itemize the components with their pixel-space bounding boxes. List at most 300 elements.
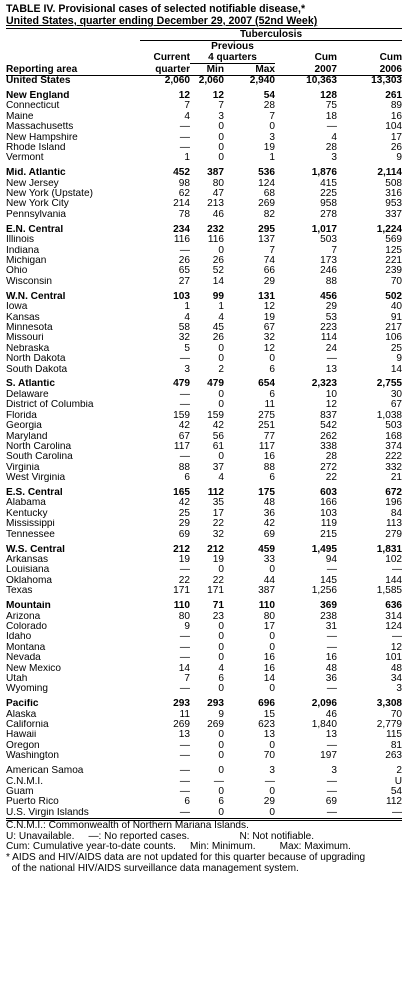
min-cell: 47 <box>212 189 224 200</box>
cum-2007-cell: — <box>326 632 337 643</box>
max-cell: 33 <box>263 554 275 565</box>
reporting-area-cell: Delaware <box>6 389 49 400</box>
table-row <box>6 751 402 761</box>
min-cell: 0 <box>190 808 224 819</box>
current-quarter-cell: 5 <box>184 343 190 354</box>
cum-2006-cell: 221 <box>385 256 403 266</box>
table-row <box>6 112 402 122</box>
reporting-area-cell: Mid. Atlantic <box>6 168 66 179</box>
cum-2006-cell: 1,831 <box>376 544 403 555</box>
reporting-area-cell: Illinois <box>6 235 35 246</box>
reporting-area-cell: Virginia <box>6 462 40 473</box>
current-quarter-cell: — <box>179 766 190 777</box>
reporting-area-cell: Idaho <box>6 632 32 643</box>
cum-2006-cell: 25 <box>390 343 403 354</box>
table-row <box>6 797 402 807</box>
current-quarter-cell: 116 <box>173 235 190 246</box>
cum-2006-cell: 104 <box>385 122 403 133</box>
cum-2006-cell: 9 <box>396 354 403 365</box>
current-quarter-cell: 159 <box>173 410 190 421</box>
cum-2006-cell: 2,755 <box>376 379 403 390</box>
max-header: Max <box>224 64 275 76</box>
table-row <box>6 643 402 653</box>
current-quarter-cell: — <box>179 132 190 143</box>
reporting-area-cell: Kentucky <box>6 508 48 519</box>
current-quarter-cell: 1 <box>184 302 190 313</box>
cum-2007-cell: 13 <box>325 364 337 375</box>
max-cell: 131 <box>258 291 275 302</box>
table-row <box>6 586 402 596</box>
document-page <box>6 0 408 874</box>
max-cell: 68 <box>263 189 275 200</box>
max-cell: 42 <box>263 519 275 530</box>
min-cell: 0 <box>218 343 224 354</box>
reporting-area-cell: South Carolina <box>6 452 73 463</box>
min-cell: — <box>213 776 224 787</box>
max-cell: 3 <box>269 132 275 143</box>
table-row <box>6 168 402 178</box>
max-cell: 295 <box>258 224 275 235</box>
cum-2006-cell: 9 <box>396 153 403 164</box>
table-row <box>6 488 402 498</box>
reporting-area-cell: Washington <box>6 751 59 762</box>
reporting-area-cell: Connecticut <box>6 101 60 112</box>
max-cell: 110 <box>258 601 275 612</box>
current-quarter-cell: 234 <box>173 224 190 235</box>
reporting-area-cell: New York (Upstate) <box>6 189 93 200</box>
reporting-area-cell: Montana <box>6 642 46 653</box>
cum-2007-cell: 415 <box>320 178 337 189</box>
cum-2007-cell: 542 <box>320 421 337 432</box>
cum-2007-cell: 69 <box>325 797 337 808</box>
min-cell: 35 <box>212 498 224 509</box>
reporting-area-cell: New England <box>6 90 70 101</box>
cum-2007-cell: 2,323 <box>311 379 337 390</box>
max-cell: 14 <box>263 673 275 684</box>
cum-2006-cell: 106 <box>385 333 403 344</box>
min-cell: 269 <box>207 720 224 731</box>
table-row <box>6 277 402 287</box>
table-row <box>6 302 402 312</box>
min-cell: 0 <box>218 751 224 762</box>
max-cell: 80 <box>263 611 275 622</box>
current-quarter-cell: 88 <box>178 462 190 473</box>
cum-2006-cell: 1,224 <box>376 224 403 235</box>
table-row <box>6 246 402 256</box>
current-quarter-cell: 269 <box>173 720 190 731</box>
cum-2007-cell: 837 <box>320 410 337 421</box>
max-cell: 88 <box>263 462 275 473</box>
cum-2007-cell: 10 <box>325 389 337 400</box>
current-quarter-cell: — <box>140 808 190 819</box>
cum-2006-cell: 112 <box>385 797 403 808</box>
max-cell: 67 <box>263 322 275 333</box>
four-quarters-header: 4 quarters <box>190 52 275 64</box>
current-quarter-cell: 6 <box>184 797 190 808</box>
cum-2006-cell: 67 <box>390 400 403 411</box>
current-quarter-cell: 14 <box>178 663 190 674</box>
current-quarter-cell: — <box>179 389 190 400</box>
cum-2006-header-line-2: 2006 <box>337 64 402 76</box>
min-cell: 0 <box>218 766 224 777</box>
max-cell: 0 <box>269 642 275 653</box>
cum-2007-cell: 278 <box>320 209 337 220</box>
cum-2006-cell: 636 <box>385 601 403 612</box>
cum-2006-cell: 54 <box>390 787 403 797</box>
cum-2007-cell: 24 <box>325 343 337 354</box>
cum-2007-header-line-2: 2007 <box>275 64 337 76</box>
max-cell: 74 <box>263 256 275 266</box>
cum-2006-cell: 89 <box>390 101 403 112</box>
current-quarter-cell: 58 <box>178 322 190 333</box>
cum-2007-cell: 28 <box>325 452 337 463</box>
cum-2007-cell: 36 <box>325 673 337 684</box>
cum-2006-cell: — <box>391 632 403 643</box>
max-cell: 15 <box>263 709 275 720</box>
cum-2007-cell: 128 <box>320 90 337 101</box>
reporting-area-cell: Vermont <box>6 153 44 164</box>
max-cell: 77 <box>263 431 275 442</box>
min-cell: 61 <box>212 441 224 452</box>
current-quarter-cell: 4 <box>184 312 190 323</box>
cum-2007-cell: 246 <box>320 266 337 277</box>
cum-2006-cell: 70 <box>390 709 403 720</box>
tuberculosis-table <box>6 28 402 819</box>
reporting-area-cell: Mississippi <box>6 519 55 530</box>
table-row <box>6 266 402 276</box>
max-cell: 19 <box>263 312 275 323</box>
cum-2006-cell: 102 <box>385 554 403 565</box>
max-cell: 623 <box>258 720 275 731</box>
max-cell: 6 <box>269 473 275 484</box>
min-cell: 1 <box>218 302 224 313</box>
reporting-area-cell: Hawaii <box>6 730 37 741</box>
reporting-area-cell: South Dakota <box>6 364 68 375</box>
cum-2006-cell: 70 <box>390 276 403 287</box>
max-cell: 0 <box>269 565 275 576</box>
reporting-area-cell: Alabama <box>6 498 46 509</box>
min-cell: 0 <box>218 642 224 653</box>
reporting-area-cell: Wyoming <box>6 684 48 695</box>
cum-2006-cell: 101 <box>385 653 403 664</box>
reporting-area-cell: Pacific <box>6 699 39 710</box>
min-cell: 4 <box>218 663 224 674</box>
table-row <box>6 143 402 153</box>
table-row <box>6 235 402 245</box>
reporting-area-cell: Massachusetts <box>6 122 74 133</box>
reporting-area-cell: E.S. Central <box>6 488 63 499</box>
min-cell: 212 <box>207 544 224 555</box>
cum-2007-cell: 225 <box>320 189 337 200</box>
cum-2007-cell: 114 <box>320 333 337 344</box>
min-cell: 42 <box>212 421 224 432</box>
current-quarter-cell: 69 <box>178 529 190 540</box>
current-quarter-cell: 22 <box>178 575 190 586</box>
max-cell: 654 <box>258 379 275 390</box>
reporting-area-cell: Guam <box>6 787 34 797</box>
reporting-area-cell: Utah <box>6 673 28 684</box>
table-row <box>6 601 402 611</box>
min-cell: 2,060 <box>198 75 224 86</box>
max-cell: 251 <box>258 421 275 432</box>
cum-2007-cell: 238 <box>320 611 337 622</box>
min-cell: 0 <box>218 730 224 741</box>
cum-2007-cell: 166 <box>320 498 337 509</box>
table-row <box>6 313 402 323</box>
cum-2006-cell: 2,779 <box>376 720 403 731</box>
footnote-cnmi: C.N.M.I.: Commonwealth of Northern Mariana Islands. <box>6 820 249 832</box>
cum-2007-cell: 369 <box>320 601 337 612</box>
max-cell: 70 <box>263 751 275 762</box>
footnote-not-notifiable: N: Not notifiable. <box>239 830 315 842</box>
current-quarter-cell: 29 <box>178 519 190 530</box>
current-quarter-cell: 7 <box>184 101 190 112</box>
current-header-line-1: Current <box>153 52 190 64</box>
current-quarter-cell: 171 <box>173 586 190 597</box>
min-cell: 12 <box>212 90 224 101</box>
min-cell: 0 <box>218 153 224 164</box>
min-cell: 0 <box>218 245 224 256</box>
max-cell: 0 <box>269 354 275 365</box>
reporting-area-cell: Texas <box>6 586 33 597</box>
min-cell: 37 <box>212 462 224 473</box>
min-cell: 80 <box>212 178 224 189</box>
cum-2006-cell: 124 <box>385 621 403 632</box>
max-cell: 11 <box>264 400 275 411</box>
cum-2007-cell: 262 <box>320 431 337 442</box>
max-cell: 6 <box>269 389 275 400</box>
max-cell: 12 <box>263 343 275 354</box>
table-row <box>6 808 402 819</box>
max-cell: 36 <box>263 508 275 519</box>
reporting-area-cell: Missouri <box>6 333 44 344</box>
max-cell: 117 <box>258 441 275 452</box>
max-cell: 16 <box>263 653 275 664</box>
reporting-area-cell: C.N.M.I. <box>6 776 44 787</box>
current-quarter-cell: — <box>179 400 190 411</box>
table-row <box>6 612 402 622</box>
max-cell: 696 <box>258 699 275 710</box>
max-cell: — <box>264 776 275 787</box>
cum-2006-cell: 125 <box>385 245 403 256</box>
reporting-area-cell: Florida <box>6 410 37 421</box>
cum-2007-cell: 1,840 <box>311 720 337 731</box>
cum-2006-cell: 261 <box>385 90 403 101</box>
reporting-area-cell: Pennsylvania <box>6 209 67 220</box>
table-row <box>6 699 402 709</box>
cum-2007-cell: — <box>326 740 337 751</box>
cum-2007-cell: 173 <box>320 256 337 266</box>
cum-2007-cell: 46 <box>325 709 337 720</box>
current-quarter-cell: 1 <box>184 153 190 164</box>
table-row <box>6 199 402 209</box>
table-row <box>6 354 402 364</box>
table-row <box>6 256 402 266</box>
min-cell: 0 <box>218 684 224 695</box>
table-row <box>6 498 402 508</box>
reporting-area-cell: District of Columbia <box>6 400 94 411</box>
cum-2007-cell: — <box>326 122 337 133</box>
reporting-area-cell: Mountain <box>6 601 51 612</box>
min-cell: 17 <box>212 508 224 519</box>
footnote-minimum: Min: Minimum. <box>189 841 256 853</box>
cum-2006-cell: 1,038 <box>376 410 403 421</box>
min-cell: 0 <box>218 452 224 463</box>
cum-2007-cell: 103 <box>320 508 337 519</box>
table-row <box>6 519 402 529</box>
current-quarter-cell: 27 <box>178 276 190 287</box>
max-cell: 16 <box>263 663 275 674</box>
max-cell: 387 <box>258 586 275 597</box>
table-title-line-2: United States, quarter ending December 29, 2007 (52nd Week) <box>6 15 318 27</box>
min-cell: 0 <box>218 740 224 751</box>
cum-2006-cell: 374 <box>385 441 403 452</box>
max-cell: 69 <box>263 529 275 540</box>
table-row <box>6 576 402 586</box>
min-cell: 0 <box>218 400 224 411</box>
current-quarter-cell: — <box>179 751 190 762</box>
table-row <box>6 189 402 199</box>
min-cell: 3 <box>218 111 224 122</box>
current-quarter-cell: 78 <box>178 209 190 220</box>
cum-2006-cell: 196 <box>385 498 403 509</box>
max-cell: 0 <box>269 632 275 643</box>
max-cell: 3 <box>269 766 275 777</box>
current-quarter-cell: 65 <box>178 266 190 277</box>
table-row <box>6 76 402 87</box>
max-cell: 32 <box>263 333 275 344</box>
table-row <box>6 292 402 302</box>
cum-2007-cell: 12 <box>325 400 337 411</box>
table-row <box>6 530 402 540</box>
cum-2007-cell: 3 <box>331 153 337 164</box>
reporting-area-cell: Maine <box>6 111 34 122</box>
table-footnotes <box>6 820 402 874</box>
cum-2007-cell: 29 <box>325 302 337 313</box>
table-row <box>6 133 402 143</box>
reporting-area-header: Reporting area <box>6 64 140 76</box>
table-row <box>6 421 402 431</box>
cum-2006-cell: 48 <box>390 663 403 674</box>
reporting-area-cell: New Mexico <box>6 663 61 674</box>
max-cell: 17 <box>263 621 275 632</box>
max-cell: 459 <box>258 544 275 555</box>
reporting-area-cell: California <box>6 720 49 731</box>
min-cell: 46 <box>212 209 224 220</box>
cum-2007-cell: 10,363 <box>306 75 337 86</box>
current-quarter-cell: — <box>179 740 190 751</box>
min-cell: 387 <box>207 168 224 179</box>
min-cell: 479 <box>207 379 224 390</box>
reporting-area-cell: American Samoa <box>6 766 84 777</box>
min-cell: 213 <box>207 199 224 210</box>
table-row <box>6 179 402 189</box>
max-cell: 13 <box>263 730 275 741</box>
cum-2007-cell: 223 <box>320 322 337 333</box>
cum-2007-cell: — <box>275 808 337 819</box>
footnote-cumulative: Cum: Cumulative year-to-date counts. <box>6 841 176 853</box>
min-cell: 159 <box>207 410 224 421</box>
cum-2007-cell: 958 <box>320 199 337 210</box>
footnote-unavailable: U: Unavailable. <box>6 830 75 842</box>
table-row <box>6 91 402 101</box>
table-row <box>6 210 402 220</box>
cum-2006-cell: 26 <box>390 142 403 153</box>
table-row <box>6 452 402 462</box>
reporting-area-cell: New Hampshire <box>6 132 78 143</box>
current-quarter-cell: 98 <box>178 178 190 189</box>
footnote-aids: * AIDS and HIV/AIDS data are not updated for this quarter because of upgrading <box>6 852 366 863</box>
max-cell: 275 <box>258 410 275 421</box>
cum-2006-cell: 21 <box>390 473 403 484</box>
table-title-line-1: TABLE IV. Provisional cases of selected notifiable disease,* <box>6 3 306 15</box>
cum-2007-cell: 3 <box>331 766 337 777</box>
cum-2007-header-line-1: Cum <box>314 52 337 64</box>
min-cell: 6 <box>218 673 224 684</box>
reporting-area-cell: E.N. Central <box>6 224 64 235</box>
cum-2007-cell: 1,495 <box>311 544 337 555</box>
cum-2007-cell: — <box>326 565 337 576</box>
table-row <box>6 473 402 483</box>
cum-2007-cell: 1,876 <box>311 168 337 179</box>
cum-2006-cell: 81 <box>390 740 403 751</box>
min-cell: 9 <box>218 709 224 720</box>
min-header: Min <box>190 64 224 76</box>
reporting-area-cell: Maryland <box>6 431 48 442</box>
table-row <box>6 565 402 575</box>
cum-2006-cell: 115 <box>385 730 403 741</box>
min-cell: 4 <box>218 312 224 323</box>
reporting-area-cell: Alaska <box>6 709 37 720</box>
cum-2006-cell: 1,585 <box>376 586 403 597</box>
table-row <box>6 365 402 375</box>
current-quarter-cell: 11 <box>179 709 190 720</box>
cum-2007-cell: 18 <box>325 111 337 122</box>
table-header <box>6 29 402 76</box>
max-cell: 0 <box>269 684 275 695</box>
current-quarter-cell: 80 <box>178 611 190 622</box>
cum-2007-cell: — <box>326 776 337 787</box>
cum-2006-cell: 502 <box>385 291 403 302</box>
current-quarter-cell: — <box>179 122 190 133</box>
max-cell: 48 <box>263 498 275 509</box>
table-row <box>6 225 402 235</box>
cum-2007-cell: 28 <box>325 142 337 153</box>
cum-2007-cell: 22 <box>325 473 337 484</box>
cum-2007-cell: 215 <box>320 529 337 540</box>
reporting-area-cell: Nebraska <box>6 343 50 354</box>
current-quarter-cell: — <box>179 684 190 695</box>
min-cell: 19 <box>212 554 224 565</box>
max-cell: 0 <box>269 787 275 797</box>
current-quarter-cell: 212 <box>173 544 190 555</box>
max-cell: 29 <box>263 276 275 287</box>
table-row <box>6 555 402 565</box>
cum-2007-cell: 94 <box>325 554 337 565</box>
min-cell: 52 <box>212 266 224 277</box>
cum-2006-cell: 314 <box>385 611 403 622</box>
table-row <box>6 411 402 421</box>
cum-2006-cell: 12 <box>390 642 403 653</box>
min-cell: 232 <box>207 224 224 235</box>
max-cell: 29 <box>263 797 275 808</box>
min-cell: 0 <box>218 621 224 632</box>
disease-header: Tuberculosis <box>140 29 402 41</box>
table-row <box>6 787 402 797</box>
cum-2006-cell: 144 <box>385 575 403 586</box>
current-quarter-cell: — <box>179 787 190 797</box>
reporting-area-cell: North Carolina <box>6 441 72 452</box>
